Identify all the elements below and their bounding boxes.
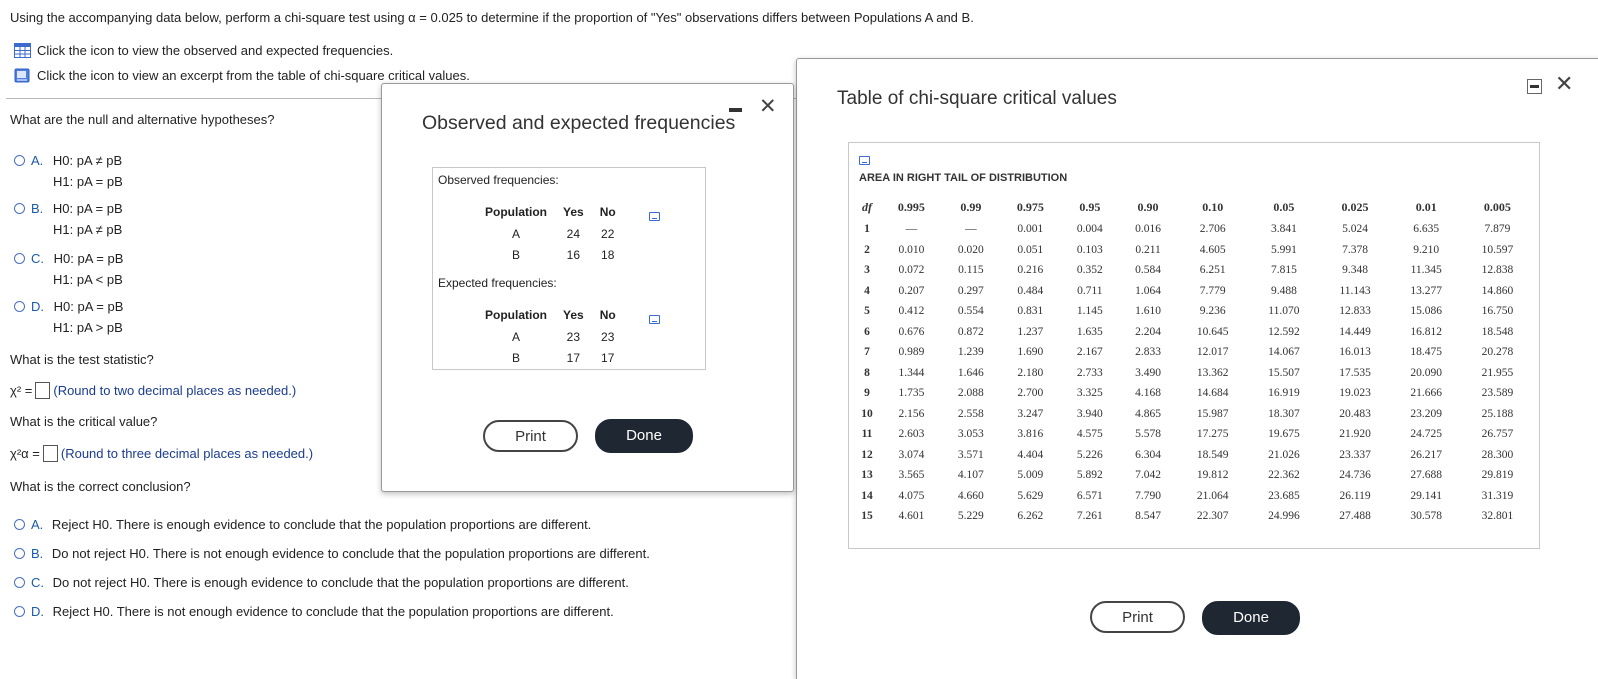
alpha-header: 0.05 [1273,199,1295,214]
critical-value-cell: — [905,223,918,236]
critical-value-cell: 29.819 [1481,469,1514,482]
critical-value-cell: 7.815 [1270,264,1297,277]
option-text: Do not reject H0. There is not enough evidence to conclude that the population proportions are different. [51,546,650,561]
population-cell: B [511,247,520,262]
radio-button[interactable] [14,301,25,312]
critical-value-cell: 1.145 [1076,305,1103,318]
critical-value-cell: 18.548 [1481,325,1514,338]
critical-value-cell: 2.733 [1076,366,1103,379]
chi-row-df-12 [853,445,1533,466]
critical-value-cell: 23.685 [1268,489,1300,502]
chi-done-button[interactable]: Done [1202,601,1300,635]
conclusion-option-c[interactable] [14,575,629,590]
conclusion-option-a[interactable] [14,517,591,532]
no-cell: 22 [601,226,615,241]
option-letter: B. [31,546,44,561]
critical-value-cell: 16.750 [1481,305,1514,318]
critical-value-cell: 3.841 [1270,223,1297,236]
critical-value-cell: 1.735 [898,387,925,400]
chi-row-df-11 [853,424,1533,445]
critical-value-cell: 12.838 [1481,264,1514,277]
chi-row-df-15 [853,506,1533,527]
critical-value-cell: 10.597 [1481,243,1514,256]
critical-value-input[interactable] [43,445,58,462]
critical-value-cell: 17.275 [1196,428,1229,441]
critical-value-cell: 6.304 [1135,448,1161,461]
critical-value-cell: 4.404 [1017,448,1044,461]
critical-value-cell: 15.987 [1196,407,1229,420]
option-h0: H0: pA = pB [53,299,124,314]
close-icon[interactable]: ✕ [1555,71,1574,96]
critical-value-cell: 0.584 [1135,264,1161,277]
observed-header-row [477,201,624,223]
option-text: Reject H0. There is not enough evidence to conclude that the population proportions are different. [52,604,614,619]
alpha-header: 0.01 [1415,199,1437,214]
test-statistic-row [10,382,296,399]
population-cell: B [511,350,520,365]
critical-value-cell: 0.016 [1135,223,1161,236]
critical-value-cell: 12.833 [1339,305,1371,318]
df-cell: 15 [861,510,873,523]
critical-value-cell: 5.892 [1076,469,1103,482]
critical-value-cell: 2.088 [957,387,984,400]
critical-value-cell: 0.216 [1017,264,1044,277]
critical-value-cell: 14.860 [1481,284,1514,297]
radio-button[interactable] [14,606,25,617]
df-cell: 9 [864,387,870,400]
test-statistic-hint: (Round to two decimal places as needed.) [53,383,297,398]
critical-values-link-row[interactable] [14,68,470,83]
critical-value-cell: 0.010 [898,243,925,256]
radio-button[interactable] [14,155,25,166]
critical-value-cell: 4.865 [1135,407,1161,420]
critical-value-cell: 7.261 [1076,510,1103,523]
critical-value-cell: 4.075 [898,489,925,502]
critical-value-label: χ²α = [10,446,40,461]
critical-value-cell: 5.009 [1017,469,1044,482]
critical-value-cell: 25.188 [1481,407,1514,420]
chi-row-df-3 [853,260,1533,281]
critical-value-cell: 0.211 [1135,243,1161,256]
chi-row-df-4 [853,281,1533,302]
test-statistic-prompt: What is the test statistic? [10,352,154,367]
df-cell: 14 [861,489,873,502]
frequencies-modal [381,83,794,492]
frequencies-link-row[interactable] [14,43,393,58]
critical-value-cell: 26.217 [1410,448,1443,461]
critical-value-cell: 0.001 [1017,223,1044,236]
critical-value-cell: 0.711 [1077,284,1103,297]
critical-value-cell: 5.578 [1135,428,1161,441]
df-cell: 4 [864,284,870,297]
critical-value-prompt: What is the critical value? [10,414,158,429]
radio-button[interactable] [14,577,25,588]
radio-button[interactable] [14,253,25,264]
critical-value-cell: 9.236 [1199,305,1226,318]
critical-value-cell: 19.812 [1196,469,1229,482]
critical-value-cell: 16.919 [1268,387,1300,400]
critical-value-cell: 0.103 [1076,243,1103,256]
minimize-icon[interactable] [1527,79,1542,94]
chi-header-row [853,195,1533,219]
chi-row-df-2 [853,240,1533,261]
critical-value-cell: 1.239 [957,346,984,359]
copy-icon[interactable] [649,208,660,226]
critical-value-cell: 0.676 [898,325,925,338]
critical-value-cell: 0.484 [1017,284,1044,297]
minimize-icon[interactable] [729,108,742,112]
critical-value-cell: 9.348 [1342,264,1368,277]
critical-value-cell: 6.635 [1413,223,1440,236]
critical-value-cell: 6.571 [1076,489,1103,502]
option-text: Reject H0. There is enough evidence to conclude that the population proportions are different. [51,517,592,532]
freq-print-button[interactable]: Print [483,420,578,452]
option-letter: D. [31,299,44,314]
critical-value-cell: 4.575 [1076,428,1103,441]
conclusion-option-d[interactable] [14,604,614,619]
chi-table-frame [848,142,1540,549]
option-h1: H1: pA = pB [53,174,123,189]
critical-value-cell: 18.549 [1196,448,1229,461]
critical-values-link-text[interactable]: Click the icon to view an excerpt from the table of chi-square critical values. [37,68,470,83]
critical-value-cell: 0.207 [898,284,925,297]
radio-button[interactable] [14,519,25,530]
critical-value-cell: 6.251 [1199,264,1226,277]
expected-header-row [477,304,624,326]
critical-value-cell: 20.278 [1481,346,1514,359]
chi-row-df-13 [853,465,1533,486]
option-h1: H1: pA < pB [53,272,123,287]
option-h0: H0: pA = pB [52,201,123,216]
observed-table [477,201,624,265]
option-letter: C. [31,251,44,266]
critical-value-cell: 21.955 [1481,366,1514,379]
question-intro: Using the accompanying data below, perform a chi-square test using α = 0.025 to determine if the proportion of "Yes" observations differs between Populations A and B. [10,10,974,25]
option-text: Do not reject H0. There is enough evidence to conclude that the population proportions are different. [52,575,629,590]
observed-row-b [477,244,624,265]
alpha-header: 0.975 [1016,199,1044,214]
copy-icon[interactable] [649,311,660,329]
critical-value-cell: 20.090 [1410,366,1443,379]
observed-label: Observed frequencies: [438,173,559,187]
critical-value-cell: 0.072 [898,264,925,277]
chi-square-modal-title: Table of chi-square critical values [837,88,1117,109]
critical-value-cell: 2.156 [898,407,925,420]
critical-value-cell: 24.736 [1339,469,1371,482]
critical-value-cell: 27.688 [1410,469,1443,482]
alpha-header: 0.995 [897,199,925,214]
hypothesis-option-a[interactable] [14,150,123,192]
alpha-header: 0.10 [1202,199,1224,214]
critical-value-cell: 0.297 [957,284,984,297]
expected-row-a [477,326,624,347]
df-header: df [862,199,872,214]
critical-value-cell: 23.337 [1339,448,1371,461]
option-h0: H0: pA ≠ pB [52,153,123,168]
expected-row-b [477,347,624,368]
critical-value-cell: 3.247 [1017,407,1044,420]
critical-value-cell: 1.344 [898,366,925,379]
expected-table [477,304,624,368]
critical-value-cell: 30.578 [1410,510,1443,523]
population-header: Population [485,308,547,322]
critical-value-cell: 5.226 [1076,448,1103,461]
option-h1: H1: pA > pB [53,320,123,335]
critical-value-cell: 16.812 [1410,325,1443,338]
critical-value-cell: 0.115 [958,264,984,277]
critical-value-row [10,445,313,462]
critical-value-cell: 0.352 [1076,264,1103,277]
critical-value-cell: 24.996 [1268,510,1300,523]
critical-value-cell: 0.831 [1017,305,1044,318]
critical-value-cell: 9.488 [1270,284,1297,297]
population-cell: A [511,226,520,241]
yes-cell: 24 [566,226,581,241]
yes-cell: 17 [566,350,581,365]
df-cell: 10 [861,407,873,420]
df-cell: 11 [861,428,873,441]
critical-value-cell: 22.362 [1268,469,1300,482]
chi-table-body [853,219,1533,527]
table-grid-icon[interactable] [14,43,31,58]
critical-value-cell: 17.535 [1339,366,1371,379]
critical-value-cell: 9.210 [1413,243,1440,256]
chi-row-df-7 [853,342,1533,363]
critical-value-cell: 15.086 [1410,305,1443,318]
critical-value-cell: 22.307 [1196,510,1229,523]
critical-value-cell: 7.378 [1342,243,1368,256]
critical-value-cell: 4.605 [1199,243,1226,256]
df-cell: 1 [864,223,870,236]
option-letter: A. [31,517,44,532]
critical-value-cell: 2.700 [1017,387,1044,400]
chi-row-df-10 [853,404,1533,425]
critical-value-cell: 14.067 [1268,346,1300,359]
observed-row-a [477,223,624,244]
critical-value-cell: 7.879 [1484,223,1511,236]
chi-row-df-6 [853,322,1533,343]
hypothesis-option-b[interactable] [14,198,123,240]
critical-value-cell: 14.684 [1196,387,1229,400]
critical-value-cell: 6.262 [1017,510,1044,523]
population-cell: A [511,329,520,344]
critical-value-cell: 0.004 [1076,223,1103,236]
radio-button[interactable] [14,203,25,214]
critical-value-cell: 24.725 [1410,428,1443,441]
yes-cell: 16 [566,247,581,262]
copy-icon[interactable] [859,152,870,170]
df-cell: 8 [864,366,870,379]
critical-value-hint: (Round to three decimal places as needed.) [60,446,314,461]
critical-value-cell: 11.143 [1339,284,1371,297]
alpha-header: 0.99 [960,199,982,214]
option-letter: D. [31,604,44,619]
df-cell: 12 [861,448,873,461]
test-statistic-label: χ² = [10,383,33,398]
no-header: No [599,205,616,219]
critical-value-cell: 12.017 [1196,346,1229,359]
critical-value-cell: 0.989 [898,346,925,359]
critical-value-cell: 5.991 [1270,243,1297,256]
critical-value-cell: — [965,223,977,236]
critical-value-cell: 15.507 [1268,366,1300,379]
critical-value-cell: 3.053 [957,428,984,441]
critical-value-cell: 26.119 [1339,489,1371,502]
chi-row-df-9 [853,383,1533,404]
critical-value-cell: 0.872 [957,325,984,338]
critical-value-cell: 19.675 [1268,428,1300,441]
alpha-header: 0.95 [1079,199,1101,214]
chi-print-button[interactable]: Print [1090,601,1185,633]
critical-value-cell: 29.141 [1410,489,1443,502]
critical-value-cell: 19.023 [1339,387,1371,400]
critical-value-cell: 0.554 [957,305,984,318]
yes-header: Yes [563,205,584,219]
critical-value-cell: 18.475 [1410,346,1443,359]
no-header: No [599,308,616,322]
chi-square-modal [796,58,1598,679]
critical-value-cell: 13.362 [1196,366,1229,379]
critical-value-cell: 18.307 [1268,407,1300,420]
conclusion-prompt: What is the correct conclusion? [10,479,191,494]
option-letter: C. [31,575,44,590]
critical-value-cell: 32.801 [1481,510,1514,523]
book-icon[interactable] [14,68,31,83]
option-h0: H0: pA = pB [53,251,124,266]
critical-value-cell: 23.589 [1481,387,1514,400]
area-label: AREA IN RIGHT TAIL OF DISTRIBUTION [859,172,1068,184]
df-cell: 2 [864,243,870,256]
critical-value-cell: 2.167 [1076,346,1103,359]
critical-value-cell: 5.024 [1342,223,1368,236]
critical-value-cell: 2.204 [1135,325,1161,338]
critical-value-cell: 28.300 [1481,448,1514,461]
alpha-header: 0.025 [1341,199,1369,214]
no-cell: 18 [601,247,615,262]
critical-value-cell: 10.645 [1196,325,1229,338]
critical-value-cell: 21.026 [1268,448,1300,461]
critical-value-cell: 4.107 [957,469,984,482]
chi-row-df-1 [853,219,1533,240]
critical-value-cell: 7.779 [1199,284,1226,297]
critical-value-cell: 0.412 [898,305,925,318]
df-cell: 13 [861,469,873,482]
critical-value-cell: 3.940 [1076,407,1103,420]
critical-value-cell: 26.757 [1481,428,1514,441]
critical-value-cell: 5.229 [957,510,984,523]
critical-value-cell: 1.646 [957,366,984,379]
critical-value-cell: 1.635 [1076,325,1103,338]
critical-value-cell: 3.565 [898,469,925,482]
close-icon[interactable]: ✕ [759,95,777,118]
freq-done-button[interactable]: Done [595,419,693,453]
critical-value-cell: 8.547 [1135,510,1161,523]
df-cell: 7 [864,346,870,359]
yes-cell: 23 [566,329,581,344]
conclusion-option-b[interactable] [14,546,650,561]
df-cell: 5 [864,305,870,318]
hypothesis-option-c[interactable] [14,248,123,290]
option-letter: B. [31,201,44,216]
frequencies-link-text[interactable]: Click the icon to view the observed and expected frequencies. [37,43,394,58]
critical-value-cell: 3.816 [1017,428,1044,441]
critical-value-cell: 3.325 [1076,387,1103,400]
frequencies-frame [432,167,706,370]
critical-value-cell: 31.319 [1481,489,1514,502]
hypotheses-prompt: What are the null and alternative hypotheses? [10,112,275,127]
critical-value-cell: 21.064 [1196,489,1229,502]
critical-value-cell: 11.345 [1410,264,1442,277]
critical-value-cell: 7.790 [1135,489,1161,502]
population-header: Population [485,205,547,219]
critical-value-cell: 4.168 [1135,387,1161,400]
critical-value-cell: 11.070 [1268,305,1300,318]
hypothesis-option-d[interactable] [14,296,123,338]
expected-label: Expected frequencies: [438,276,557,290]
critical-value-cell: 2.833 [1135,346,1161,359]
critical-value-cell: 20.483 [1339,407,1371,420]
critical-value-cell: 14.449 [1339,325,1371,338]
critical-value-cell: 2.706 [1199,223,1226,236]
df-cell: 3 [864,264,870,277]
critical-value-cell: 2.603 [898,428,925,441]
chi-square-table [853,195,1533,527]
critical-value-cell: 0.020 [957,243,984,256]
critical-value-cell: 1.064 [1135,284,1161,297]
radio-button[interactable] [14,548,25,559]
critical-value-cell: 4.601 [898,510,925,523]
option-h1: H1: pA ≠ pB [53,222,123,237]
critical-value-cell: 21.666 [1410,387,1443,400]
alpha-header: 0.90 [1137,199,1159,214]
chi-row-df-5 [853,301,1533,322]
critical-value-cell: 23.209 [1410,407,1443,420]
chi-row-df-8 [853,363,1533,384]
critical-value-cell: 21.920 [1339,428,1371,441]
critical-value-cell: 12.592 [1268,325,1300,338]
test-statistic-input[interactable] [35,382,50,399]
critical-value-cell: 5.629 [1017,489,1044,502]
critical-value-cell: 27.488 [1339,510,1371,523]
frequencies-modal-title: Observed and expected frequencies [422,112,736,134]
critical-value-cell: 1.610 [1135,305,1161,318]
chi-row-df-14 [853,486,1533,507]
no-cell: 17 [601,350,615,365]
critical-value-cell: 0.051 [1017,243,1044,256]
critical-value-cell: 2.180 [1017,366,1044,379]
critical-value-cell: 4.660 [957,489,984,502]
critical-value-cell: 13.277 [1410,284,1443,297]
critical-value-cell: 2.558 [957,407,984,420]
critical-value-cell: 3.074 [898,448,925,461]
alpha-header: 0.005 [1483,199,1511,214]
critical-value-cell: 1.690 [1017,346,1044,359]
df-cell: 6 [864,325,870,338]
critical-value-cell: 1.237 [1017,325,1044,338]
critical-value-cell: 3.490 [1135,366,1161,379]
critical-value-cell: 16.013 [1339,346,1371,359]
option-letter: A. [31,153,44,168]
yes-header: Yes [563,308,584,322]
critical-value-cell: 3.571 [957,448,984,461]
critical-value-cell: 7.042 [1135,469,1161,482]
no-cell: 23 [601,329,615,344]
